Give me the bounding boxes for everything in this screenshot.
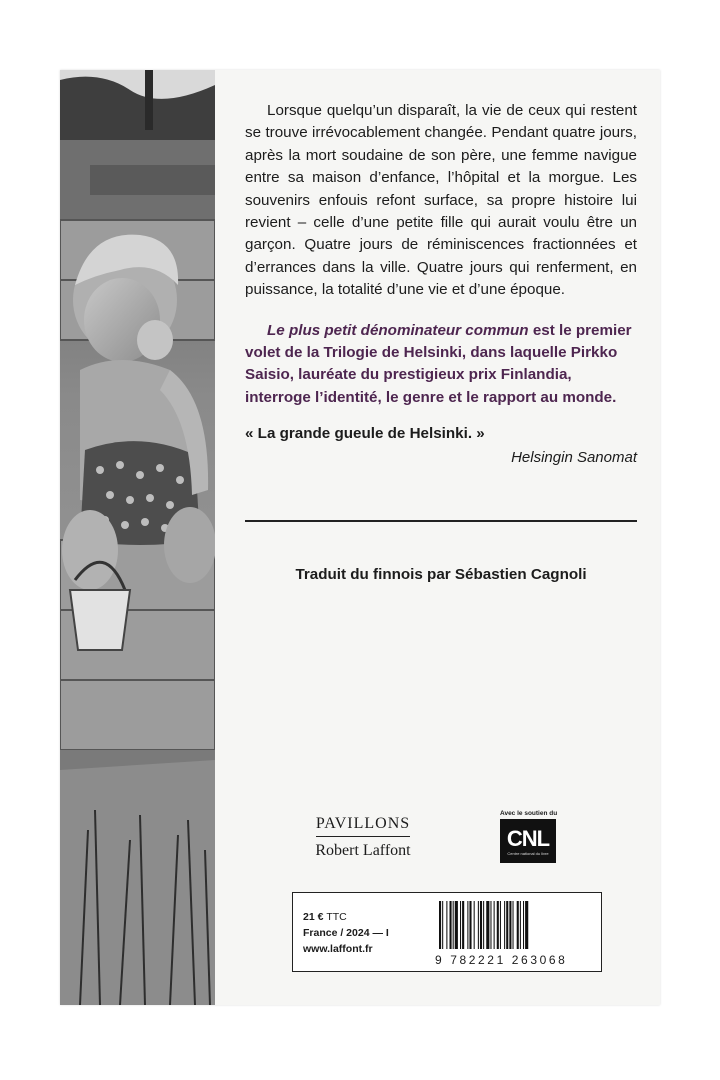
barcode-bar bbox=[509, 901, 511, 949]
barcode-bar bbox=[446, 901, 447, 949]
barcode-bar bbox=[469, 901, 471, 949]
divider-rule bbox=[245, 520, 637, 522]
barcode-bar bbox=[520, 901, 521, 949]
publisher-website: www.laffont.fr bbox=[303, 943, 373, 955]
barcode-bar bbox=[523, 901, 524, 949]
price-info bbox=[303, 909, 389, 957]
barcode-bar bbox=[500, 901, 501, 949]
promo-paragraph bbox=[245, 320, 637, 410]
barcode-bar bbox=[480, 901, 482, 949]
barcode-bar bbox=[497, 901, 499, 949]
text-column bbox=[245, 100, 637, 473]
price-barcode-box bbox=[292, 892, 602, 972]
barcode-bar bbox=[478, 901, 479, 949]
collection-name: PAVILLONS bbox=[316, 815, 410, 837]
quote-text: « La grande gueule de Helsinki. » bbox=[245, 425, 485, 443]
quote-source: Helsingin Sanomat bbox=[511, 449, 637, 467]
book-back-cover bbox=[60, 70, 660, 1005]
price-tax: TTC bbox=[326, 911, 347, 923]
book-title: Le plus petit dénominateur commun bbox=[267, 321, 529, 339]
publisher-name: Robert Laffont bbox=[315, 842, 411, 859]
press-quote bbox=[245, 425, 637, 473]
barcode-bar bbox=[517, 901, 519, 949]
cnl-support bbox=[500, 810, 562, 863]
price-amount: 21 € bbox=[303, 911, 324, 923]
barcode-bar bbox=[450, 901, 452, 949]
cnl-logo bbox=[500, 819, 556, 863]
barcode-bar bbox=[453, 901, 454, 949]
barcode-bar bbox=[494, 901, 495, 949]
barcode-bar bbox=[439, 901, 441, 949]
barcode-bar bbox=[442, 901, 443, 949]
photo-illustration bbox=[60, 70, 215, 1005]
cover-photo-child-on-steps bbox=[60, 70, 215, 1005]
barcode-bar bbox=[467, 901, 468, 949]
barcode-bar bbox=[486, 901, 489, 949]
barcode-bar bbox=[525, 901, 528, 949]
edition-info: France / 2024 — I bbox=[303, 927, 389, 939]
barcode-bar bbox=[513, 901, 514, 949]
barcode-bar bbox=[455, 901, 458, 949]
cnl-letters: CNL bbox=[506, 825, 550, 851]
isbn-digits: 9 782221 263068 bbox=[435, 953, 568, 967]
barcode-bar bbox=[504, 901, 505, 949]
barcode-bar bbox=[490, 901, 491, 949]
isbn-barcode bbox=[435, 901, 587, 967]
cnl-small-text: Centre national du livre bbox=[507, 850, 549, 856]
barcode-bars bbox=[435, 901, 587, 951]
blurb-paragraph: Lorsque quelqu’un disparaît, la vie de ceux qui restent se trouve irrévocablement changée. Pendant quatre jours, après la mort soudaine de son père, une femme navigue entre sa maison d’enfance, l’hôpital et la morgue. Les souvenirs enfouis refont surface, sa propre histoire lui revient – celle d’une petite fille qui aurait voulu être un garçon. Quatre jours de réminiscences fractionnées et d’errances dans la ville. Quatre jours qui renferment, en puissance, la totalité d’une vie et d’une époque. bbox=[245, 102, 637, 299]
publisher-logo bbox=[298, 815, 428, 860]
translator-credit: Traduit du finnois par Sébastien Cagnoli bbox=[295, 566, 587, 583]
barcode-bar bbox=[460, 901, 461, 949]
barcode-bar bbox=[474, 901, 475, 949]
barcode-bar bbox=[483, 901, 484, 949]
cnl-caption: Avec le soutien du bbox=[500, 810, 558, 817]
barcode-bar bbox=[462, 901, 464, 949]
barcode-bar bbox=[506, 901, 508, 949]
promo-text: est le premier volet de la Trilogie de Helsinki, dans laquelle Pirkko Saisio, lauréate du prestigieux prix Finlandia, interroge l’identité, le genre et le rapport au monde. bbox=[245, 321, 632, 406]
